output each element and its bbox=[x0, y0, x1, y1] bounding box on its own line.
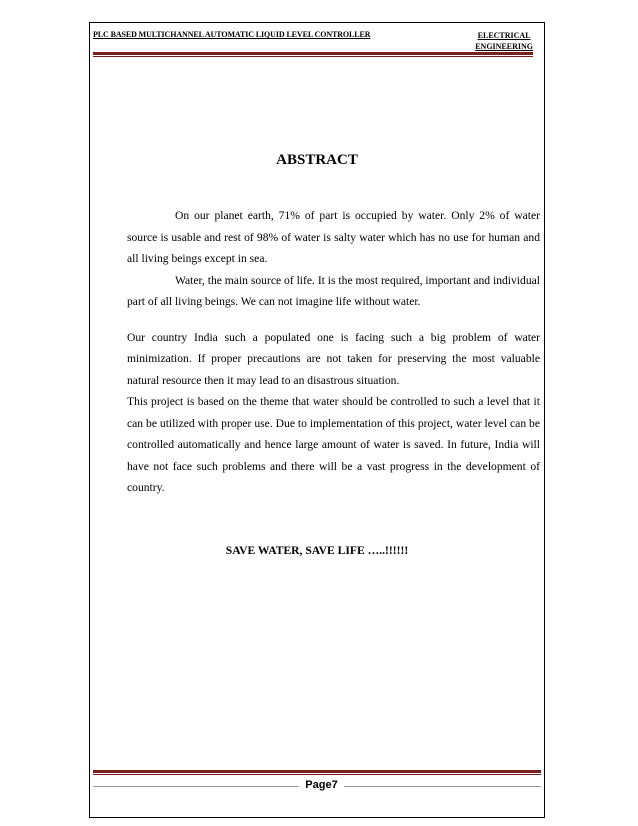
footer-line-right bbox=[344, 786, 541, 787]
abstract-paragraph-4: This project is based on the theme that water should be controlled to such a level that it can be utilized with proper use. Due to implementation of this project, water level can be controlled automatically and hence large amount of water is saved. In future, India will have not face such problems and there will be a vast progress in the development of country. bbox=[127, 395, 540, 494]
page-title: ABSTRACT bbox=[276, 152, 358, 168]
header-rule-thick bbox=[93, 52, 533, 55]
footer-rule-thick bbox=[93, 770, 541, 773]
abstract-paragraph-2: Water, the main source of life. It is the most required, important and individual part of all living beings. We can not imagine life without water. bbox=[127, 273, 540, 308]
page-header bbox=[93, 30, 541, 60]
slogan: SAVE WATER, SAVE LIFE …..!!!!!! bbox=[225, 544, 409, 557]
abstract-paragraph-1: On our planet earth, 71% of part is occupied by water. Only 2% of water source is usable and rest of 98% of water is salty water which has no use for human and all living beings except in sea. bbox=[127, 209, 540, 265]
header-department-line1: ELECTRICAL bbox=[477, 31, 531, 40]
footer-line-left bbox=[93, 786, 299, 787]
header-department-line2: ENGINEERING bbox=[475, 42, 533, 51]
abstract-body bbox=[127, 205, 540, 499]
header-department bbox=[475, 30, 533, 52]
header-project-title: PLC BASED MULTICHANNEL AUTOMATIC LIQUID LEVEL CONTROLLER bbox=[93, 30, 371, 39]
footer-rule-thin bbox=[93, 774, 541, 775]
page-number: Page7 bbox=[305, 779, 338, 791]
abstract-paragraph-3: Our country India such a populated one is facing such a big problem of water minimization. If proper precautions are not taken for preserving the most valuable natural resource then it may lead to an disastrous situation. bbox=[127, 330, 540, 387]
header-rule-thin bbox=[93, 56, 533, 57]
